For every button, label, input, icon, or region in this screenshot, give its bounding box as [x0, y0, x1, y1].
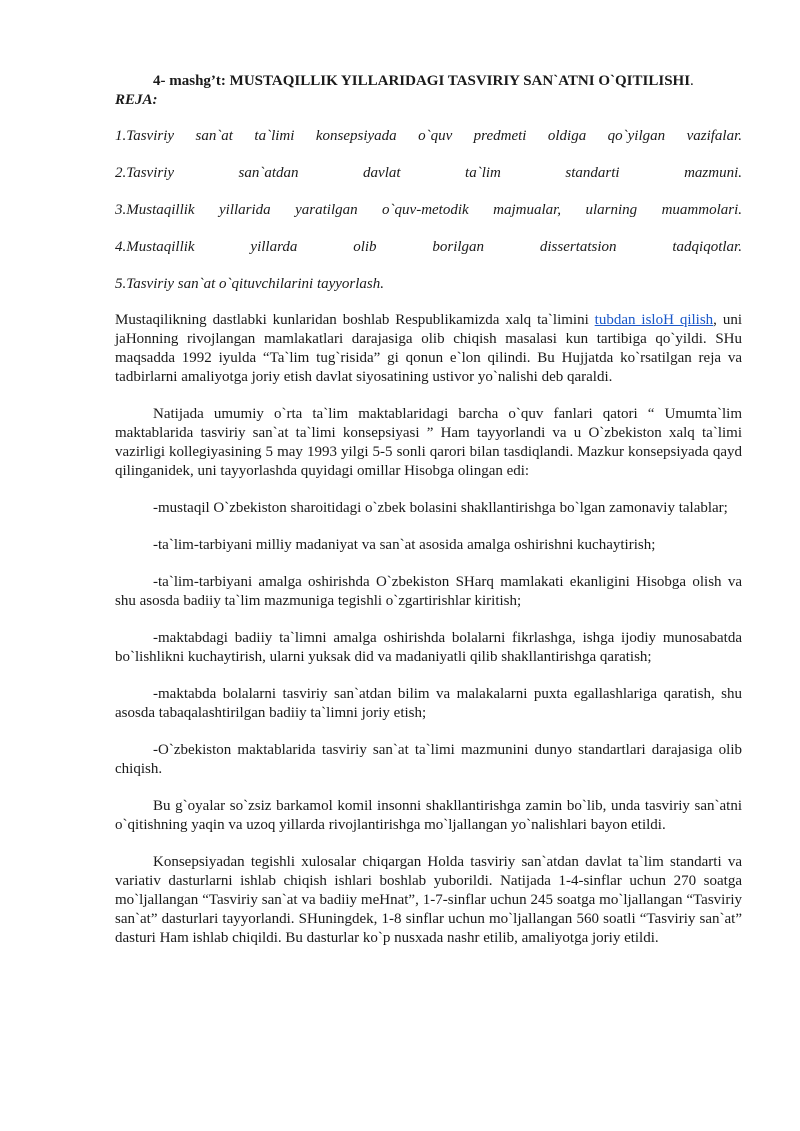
factor-item-4: -maktabdagi badiiy ta`limni amalga oshirishda bolalarni fikrlashga, ishga ijodiy munosabatda bo`lishlikni kuchaytirish, ularni yuksak did va madaniyatli qilib shakllantirishga qaratish; [115, 630, 742, 665]
plan-item-1: 1.Tasviriy san`at ta`limi konsepsiyada o`quv predmeti oldiga qo`yilgan vazifalar. [115, 128, 742, 144]
intro-paragraph [115, 311, 742, 387]
factor-item-6: -O`zbekiston maktablarida tasviriy san`at ta`limi mazmunini dunyo standartlari darajasiga olib chiqish. [115, 742, 742, 777]
heading-prefix: 4- mashg’t: [153, 73, 230, 89]
reform-link[interactable]: tubdan isloH qilish [594, 312, 714, 328]
heading-end: . [690, 73, 694, 89]
document-page [115, 72, 742, 966]
plan-item-5: 5.Tasviriy san`at o`qituvchilarini tayyorlash. [115, 276, 385, 292]
plan-item-3: 3.Mustaqillik yillarida yaratilgan o`quv-metodik majmualar, ularning muammolari. [115, 202, 742, 218]
factor-item-5: -maktabda bolalarni tasviriy san`atdan bilim va malakalarni puxta egallashlariga qaratish, shu asosda tabaqalashtirilgan badiiy ta`limni joriy etish; [115, 686, 742, 721]
heading-title: MUSTAQILLIK YILLARIDAGI TASVIRIY SAN`ATNI O`QITILISHI [229, 73, 691, 89]
plan-item-4: 4.Mustaqillik yillarda olib borilgan dissertatsion tadqiqotlar. [115, 239, 742, 255]
factor-item-1: -mustaqil O`zbekiston sharoitidagi o`zbek bolasini shakllantirishga bo`lgan zamonaviy talablar; [153, 500, 728, 516]
intro-text-before: Mustaqilikning dastlabki kunlaridan boshlab Respublikamizda xalq ta`limini [115, 312, 595, 328]
body-paragraph-3: Konsepsiyadan tegishli xulosalar chiqargan Holda tasviriy san`atdan davlat ta`lim standarti va variativ dasturlarni ishlab chiqish ishlari boshlab yuborildi. Natijada 1-4-sinflar uchun 270 soatga mo`ljallangan “Tasviriy san`at va badiiy meHnat”, 1-7-sinflar uchun 245 soatga mo`ljallangan “Tasviriy san`at” dasturlari tayyorlandi. SHuningdek, 1-8 sinflar uchun mo`ljallangan 560 soatli “Tasviriy san`at” dasturi Ham ishlab chiqildi. Bu dasturlar ko`p nusxada nashr etilib, amaliyotga joriy etildi. [115, 854, 742, 946]
intro-text-after: , uni jaHonning rivojlangan mamlakatlari darajasiga olib chiqish masalasi kun tartibiga qo`yildi. SHu maqsadda 1992 iyulda “Ta`lim tug`risida” gi qonun e`lon qilindi. Bu Hujjatda ko`rsatilgan reja va tadbirlarni amaliyotga joriy etish davlat siyosatining ustivor yo`nalishi deb qaraldi. [115, 312, 743, 385]
body-paragraph-1: Natijada umumiy o`rta ta`lim maktablaridagi barcha o`quv fanlari qatori “ Umumta`lim maktablarida tasviriy san`at ta`limi konsepsiyasi ” Ham tayyorlandi va u O`zbekiston xalq ta`limi vazirligi kollegiyasining 5 may 1993 yilgi 5-5 sonli qarori bilan tasdiqlandi. Mazkur konsepsiyada qayd qilinganidek, uni tayyorlashda quyidagi omillar Hisobga olingan edi: [115, 406, 742, 479]
body-paragraph-2: Bu g`oyalar so`zsiz barkamol komil insonni shakllantirishga zamin bo`lib, unda tasviriy san`atni o`qitishning yaqin va uzoq yillarda rivojlantirishga mo`ljallangan yo`nalishlari bayon etildi. [115, 798, 742, 833]
plan-heading: REJA: [115, 92, 158, 108]
plan-item-2: 2.Tasviriy san`atdan davlat ta`lim standarti mazmuni. [115, 165, 742, 181]
factor-item-3: -ta`lim-tarbiyani amalga oshirishda O`zbekiston SHarq mamlakati ekanligini Hisobga olish va shu asosda badiiy ta`lim mazmuniga tegishli o`zgartirishlar kiritish; [115, 574, 742, 609]
factor-item-2: -ta`lim-tarbiyani milliy madaniyat va san`at asosida amalga oshirishni kuchaytirish; [153, 537, 656, 553]
lesson-heading [115, 72, 742, 91]
